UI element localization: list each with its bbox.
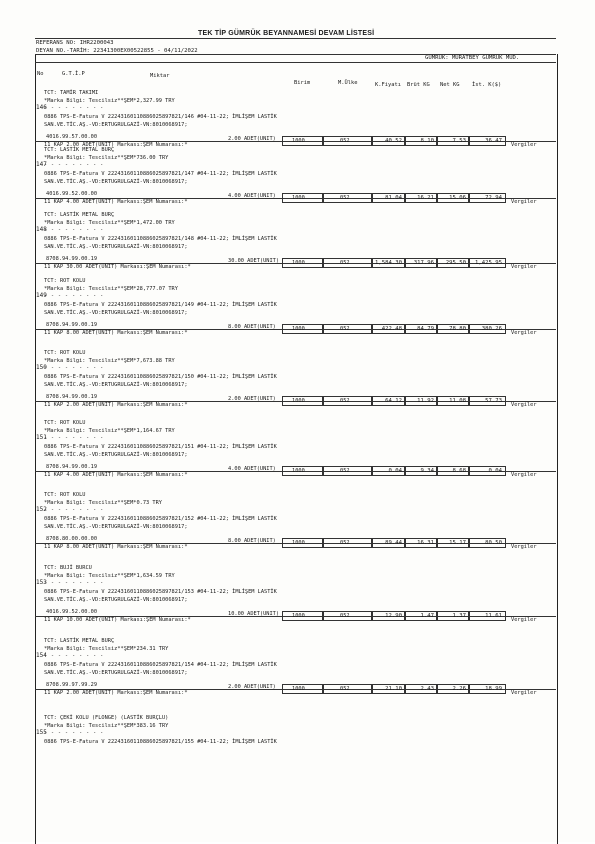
item-description-line: TCT: TAMİR TAKIMI [44,90,99,96]
quantity: 2.00 ADET(UNIT) [228,136,276,142]
package-info: 11 KAP 8.00 ADET(UNIT) Markası:ŞEM Numarası:* [44,330,188,336]
header-rule-bottom [35,62,556,63]
regime-label: Vergiler [511,690,537,696]
gtip-code: 8708.94.99.00.19 [46,464,98,470]
item-description-line: *Marka Bilgi: Tescilsiz**ŞEM*2,327.99 TRY [44,98,175,104]
country-code: 052 [340,138,350,144]
item-description-line: 0886 TPS-E-Fatura V 2224316011088602589782​1/147 #04-11-22; İMLİŞEM LASTİK [44,171,277,177]
item-description-line: *Marka Bilgi: Tescilsiz**ŞEM*28,777.07 TRY [44,286,178,292]
unit-value: 1000 [292,326,305,332]
unit-value: 1000 [292,398,305,404]
regime-label: Vergiler [511,544,537,550]
top-rule [35,38,556,39]
item-description-line: SAN.VE.TİC.AŞ.-VD:ERTUGRULGAZİ-VN:8010068917; [44,452,188,458]
country-code: 052 [340,613,350,619]
country-code: 052 [340,686,350,692]
item-description-line: *Marka Bilgi: Tescilsiz**ŞEM*234.31 TRY [44,646,169,652]
separator-dashes: - - - - - - - - - [44,435,104,441]
ist-value: 72.94 [485,195,502,201]
gtip-code: 8708.94.99.00.19 [46,394,98,400]
item-description-line: SAN.VE.TİC.AŞ.-VD:ERTUGRULGAZİ-VN:8010068917; [44,524,188,530]
ist-value: 36.47 [485,138,502,144]
brut-value: 16.21 [417,195,434,201]
item-description-line: 0886 TPS-E-Fatura V 222431601108860258978​21/148 #04-11-22; İMLİŞEM LASTİK [44,236,277,242]
item-description-line: 0886 TPS-E-Fatura V 222431601108860258978​21/155 #04-11-22; İMLİŞEM LASTİK [44,739,277,745]
item-number: 148 [36,226,47,233]
quantity: 8.00 ADET(UNIT) [228,324,276,330]
package-info: 11 KAP 2.00 ADET(UNIT) Markası:ŞEM Numarası:* [44,142,188,148]
item-description-line: TCT: LASTİK METAL BURÇ [44,212,115,218]
col-brut: Brüt KG [407,82,430,88]
item-number: 151 [36,434,47,441]
gtip-code: 8708.80.00.00.00 [46,536,98,542]
col-mense: M.Ülke [338,80,358,86]
net-value: 8.68 [452,468,466,474]
item-number: 154 [36,652,47,659]
item-description-line: *Marka Bilgi: Tescilsiz**ŞEM*383.16 TRY [44,723,169,729]
item-description-line: SAN.VE.TİC.AŞ.-VD:ERTUGRULGAZİ-VN:8010068917; [44,244,188,250]
gtip-code: 8708.99.97.99.29 [46,682,98,688]
net-value: 11.08 [449,398,466,404]
regime-label: Vergiler [511,142,537,148]
quantity: 4.00 ADET(UNIT) [228,466,276,472]
brut-value: 1.47 [420,613,434,619]
country-code: 052 [340,540,350,546]
regime-label: Vergiler [511,472,537,478]
ist-value: 1,425.95 [475,260,502,266]
item-description-line: 0886 TPS-E-Fatura V 222431601108860258978​21/152 #04-11-22; İMLİŞEM LASTİK [44,516,277,522]
item-description-line: *Marka Bilgi: Tescilsiz**ŞEM*736.00 TRY [44,155,169,161]
package-info: 11 KAP 2.00 ADET(UNIT) Markası:ŞEM Numarası:* [44,690,188,696]
brut-value: 16.31 [417,540,434,546]
item-description-line: *Marka Bilgi: Tescilsiz**ŞEM*1,164.67 TRY [44,428,175,434]
package-info: 11 KAP 4.00 ADET(UNIT) Markası:ŞEM Numarası:* [44,199,188,205]
kfiyat-value: 40.52 [385,138,402,144]
separator-dashes: - - - - - - - - - [44,105,104,111]
col-net: Net KG [440,82,460,88]
quantity: 4.00 ADET(UNIT) [228,193,276,199]
brut-value: 2.43 [420,686,434,692]
brut-value: 8.10 [420,138,434,144]
quantity: 2.00 ADET(UNIT) [228,396,276,402]
country-code: 052 [340,260,350,266]
net-value: 1.37 [452,613,466,619]
item-number: 155 [36,729,47,736]
country-code: 052 [340,468,350,474]
country-code: 052 [340,398,350,404]
item-description-line: *Marka Bilgi: Tescilsiz**ŞEM*0.73 TRY [44,500,162,506]
item-number: 146 [36,104,47,111]
regime-label: Vergiler [511,264,537,270]
item-description-line: 0886 TPS-E-Fatura V 222431601108860258978​21/154 #04-11-22; İMLİŞEM LASTİK [44,662,277,668]
item-description-line: TCT: ROT KOLU [44,420,86,426]
item-description-line: TCT: LASTİK METAL BURÇ [44,147,115,153]
brut-value: 9.34 [420,468,434,474]
ist-value: 0.04 [488,468,502,474]
item-description-line: 0886 TPS-E-Fatura V 222431601108860258978​21/146 #04-11-22; İMLİŞEM LASTİK [44,114,277,120]
net-value: 7.53 [452,138,466,144]
separator-dashes: - - - - - - - - - [44,507,104,513]
col-miktar: Miktar [150,73,170,79]
separator-dashes: - - - - - - - - - [44,730,104,736]
unit-value: 1000 [292,686,305,692]
net-value: 78.80 [449,326,466,332]
declaration-number: DEYAN NO.-TARİH: 22341300EX00522855 - 04/11/2022 [36,48,198,54]
regime-label: Vergiler [511,199,537,205]
item-description-line: *Marka Bilgi: Tescilsiz**ŞEM*1,634.59 TRY [44,573,175,579]
header-rule-top [35,54,556,55]
package-info: 11 KAP 4.00 ADET(UNIT) Markası:ŞEM Numarası:* [44,472,188,478]
item-description-line: TCT: ROT KOLU [44,278,86,284]
item-description-line: SAN.VE.TİC.AŞ.-VD:ERTUGRULGAZİ-VN:8010068917; [44,310,188,316]
item-description-line: TCT: ÇEKİ KOLU (FLONGE) (LASTİK BURÇLU) [44,715,169,721]
net-value: 2.26 [452,686,466,692]
gtip-code: 4016.99.57.00.00 [46,134,98,140]
separator-dashes: - - - - - - - - - [44,653,104,659]
customs-office: GÜMRÜK: MURATBEY GÜMRÜK MÜD. [425,55,520,61]
package-info: 11 KAP 10.00 ADET(UNIT) Markası:ŞEM Numarası:* [44,617,191,623]
separator-dashes: - - - - - - - - - [44,293,104,299]
item-description-line: 0886 TPS-E-Fatura V 222431601108860258978​21/149 #04-11-22; İMLİŞEM LASTİK [44,302,277,308]
unit-value: 1000 [292,138,305,144]
item-number: 150 [36,364,47,371]
item-description-line: *Marka Bilgi: Tescilsiz**ŞEM*7,673.88 TRY [44,358,175,364]
ist-value: 380.26 [481,326,502,332]
document-title: TEK TİP GÜMRÜK BEYANNAMESİ DEVAM LİSTESİ [198,30,375,37]
package-info: 11 KAP 2.00 ADET(UNIT) Markası:ŞEM Numarası:* [44,402,188,408]
net-value: 295.50 [445,260,466,266]
country-code: 052 [340,195,350,201]
item-number: 153 [36,579,47,586]
item-description-line: TCT: ROT KOLU [44,492,86,498]
separator-dashes: - - - - - - - - - [44,162,104,168]
separator-dashes: - - - - - - - - - [44,580,104,586]
item-description-line: 0886 TPS-E-Fatura V 222431601108860258978​21/153 #04-11-22; İMLİŞEM LASTİK [44,589,277,595]
ist-value: 57.73 [485,398,502,404]
kfiyat-value: 1,584.30 [375,260,402,266]
package-info: 11 KAP 30.00 ADET(UNIT) Markası:ŞEM Numarası:* [44,264,191,270]
brut-value: 84.79 [417,326,434,332]
kfiyat-value: 0.04 [388,468,402,474]
item-description-line: SAN.VE.TİC.AŞ.-VD:ERTUGRULGAZİ-VN:8010068917; [44,670,188,676]
gtip-code: 4016.99.52.00.00 [46,191,98,197]
unit-value: 1000 [292,260,305,266]
gtip-code: 8708.94.99.00.19 [46,322,98,328]
item-description-line: 0886 TPS-E-Fatura V 222431601108860258978​21/150 #04-11-22; İMLİŞEM LASTİK [44,374,277,380]
package-info: 11 KAP 8.00 ADET(UNIT) Markası:ŞEM Numarası:* [44,544,188,550]
kfiyat-value: 422.48 [381,326,402,332]
brut-value: 11.92 [417,398,434,404]
item-description-line: SAN.VE.TİC.AŞ.-VD:ERTUGRULGAZİ-VN:8010068917; [44,122,188,128]
unit-value: 1000 [292,540,305,546]
kfiyat-value: 89.44 [385,540,402,546]
separator-dashes: - - - - - - - - - [44,365,104,371]
net-value: 15.17 [449,540,466,546]
quantity: 2.00 ADET(UNIT) [228,684,276,690]
kfiyat-value: 64.12 [385,398,402,404]
col-kfiyat: K.Fiyatı [375,82,401,88]
gtip-code: 4016.99.52.00.00 [46,609,98,615]
quantity: 30.00 ADET(UNIT) [228,258,280,264]
item-description-line: TCT: LASTİK METAL BURÇ [44,638,115,644]
quantity: 10.00 ADET(UNIT) [228,611,280,617]
item-number: 147 [36,161,47,168]
brut-value: 317.96 [413,260,434,266]
item-description-line: 0886 TPS-E-Fatura V 222431601108860258978​21/151 #04-11-22; İMLİŞEM LASTİK [44,444,277,450]
separator-dashes: - - - - - - - - - [44,227,104,233]
item-description-line: SAN.VE.TİC.AŞ.-VD:ERTUGRULGAZİ-VN:8010068917; [44,597,188,603]
unit-value: 1000 [292,613,305,619]
country-code: 052 [340,326,350,332]
ist-value: 18.99 [485,686,502,692]
ist-value: 80.50 [485,540,502,546]
item-description-line: TCT: BUJİ BURCU [44,565,92,571]
kfiyat-value: 81.04 [385,195,402,201]
kfiyat-value: 12.90 [385,613,402,619]
item-number: 149 [36,292,47,299]
kfiyat-value: 21.10 [385,686,402,692]
item-description-line: SAN.VE.TİC.AŞ.-VD:ERTUGRULGAZİ-VN:8010068917; [44,382,188,388]
unit-value: 1000 [292,195,305,201]
item-number: 152 [36,506,47,513]
regime-label: Vergiler [511,617,537,623]
quantity: 8.00 ADET(UNIT) [228,538,276,544]
item-description-line: TCT: ROT KOLU [44,350,86,356]
col-birim: Birim [294,80,311,86]
col-ist: İst. K($) [472,82,502,88]
regime-label: Vergiler [511,330,537,336]
col-gtip: G.T.İ.P [62,71,85,77]
item-description-line: *Marka Bilgi: Tescilsiz**ŞEM*1,472.00 TRY [44,220,175,226]
net-value: 15.06 [449,195,466,201]
col-no: No [37,71,44,77]
ist-value: 11.61 [485,613,502,619]
reference-number: REFERANS NO: IHR2200043 [36,40,114,46]
item-description-line: SAN.VE.TİC.AŞ.-VD:ERTUGRULGAZİ-VN:8010068917; [44,179,188,185]
unit-value: 1000 [292,468,305,474]
gtip-code: 8708.94.99.00.19 [46,256,98,262]
regime-label: Vergiler [511,402,537,408]
